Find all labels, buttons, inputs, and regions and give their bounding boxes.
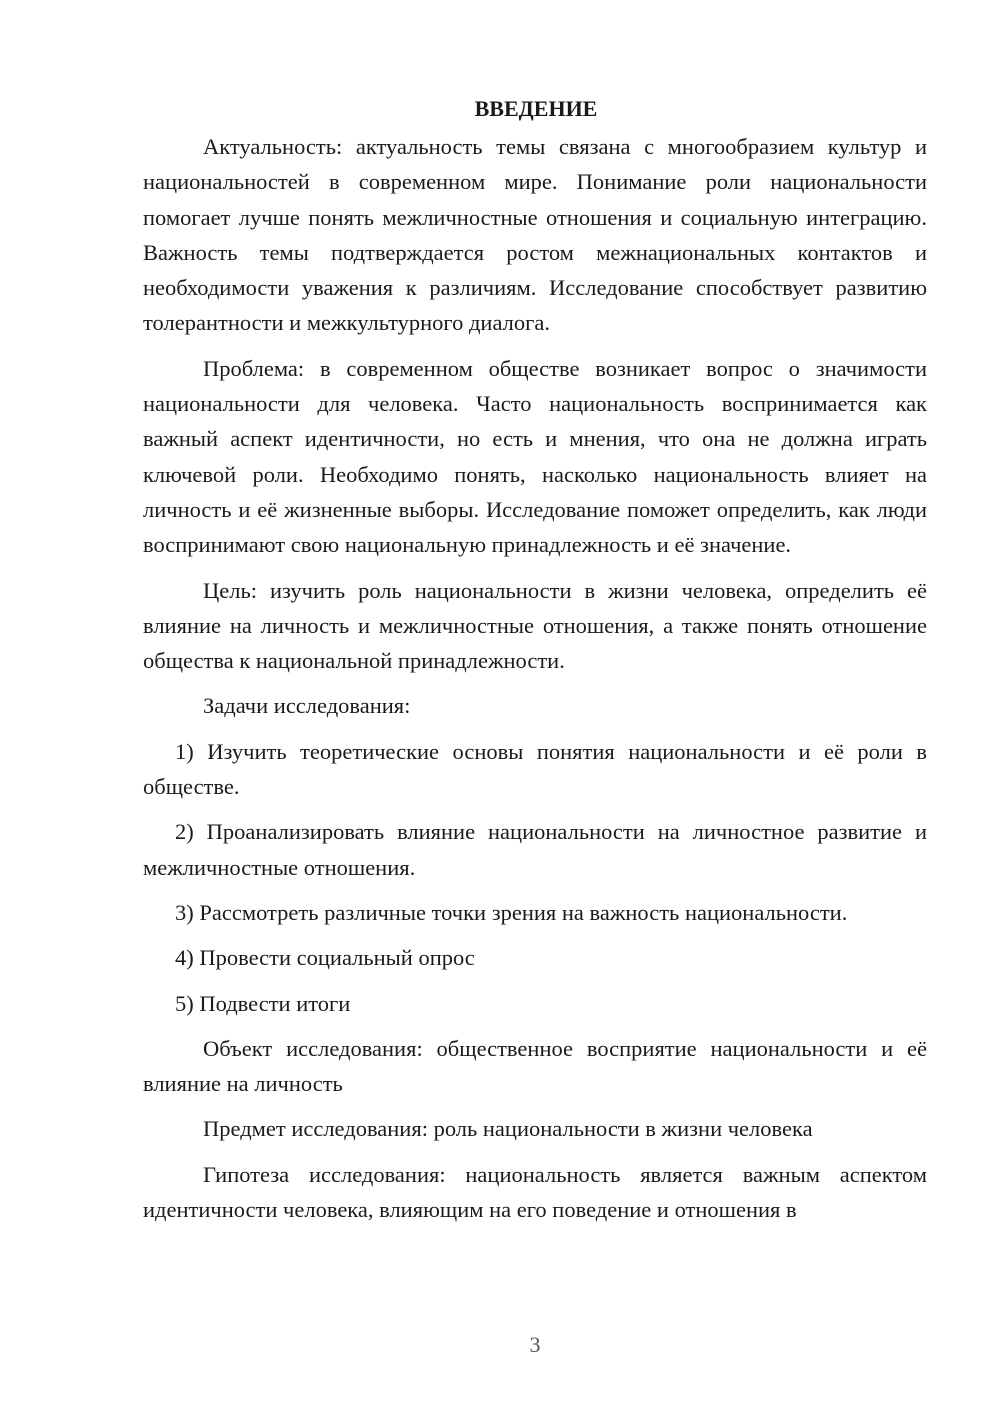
paragraph-tasks-heading: Задачи исследования: [203, 693, 411, 719]
paragraph-relevance: Актуальность: актуальность темы связана с многообразием культур и национальностей в современном мире. Понимание роли национальности помогает лучше понять межличностные отношения и социальную интеграцию. Важность темы подтверждается ростом межнациональных контактов и необходимости уважения к различиям. Исследование способствует развитию толерантности и межкультурного диалога. [143, 134, 927, 336]
page-number: 3 [529, 1332, 541, 1357]
paragraph-subject: Предмет исследования: роль национальности в жизни человека [203, 1116, 813, 1142]
task-item-5: 5) Подвести итоги [175, 990, 351, 1016]
paragraph-object: Объект исследования: общественное восприятие национальности и её влияние на личность [143, 1035, 927, 1097]
page-body [143, 92, 927, 1237]
section-title: ВВЕДЕНИЕ [474, 96, 598, 121]
task-item-1: 1) Изучить теоретические основы понятия национальности и её роли в обществе. [143, 738, 927, 800]
paragraph-goal: Цель: изучить роль национальности в жизни человека, определить её влияние на личность и межличностные отношения, а также понять отношение общества к национальной принадлежности. [143, 577, 927, 674]
task-item-3: 3) Рассмотреть различные точки зрения на важность национальности. [175, 899, 848, 925]
task-item-2: 2) Проанализировать влияние национальности на личностное развитие и межличностные отношения. [143, 819, 927, 880]
task-item-4: 4) Провести социальный опрос [175, 945, 475, 971]
paragraph-hypothesis: Гипотеза исследования: национальность является важным аспектом идентичности человека, влияющим на его поведение и отношения в [143, 1161, 927, 1223]
paragraph-problem: Проблема: в современном обществе возникает вопрос о значимости национальности для человека. Часто национальность воспринимается как важный аспект идентичности, но есть и мнения, что она не должна играть ключевой роли. Необходимо понять, насколько национальность влияет на личность и её жизненные выборы. Исследование поможет определить, как люди воспринимают свою национальную принадлежность и её значение. [143, 355, 927, 558]
